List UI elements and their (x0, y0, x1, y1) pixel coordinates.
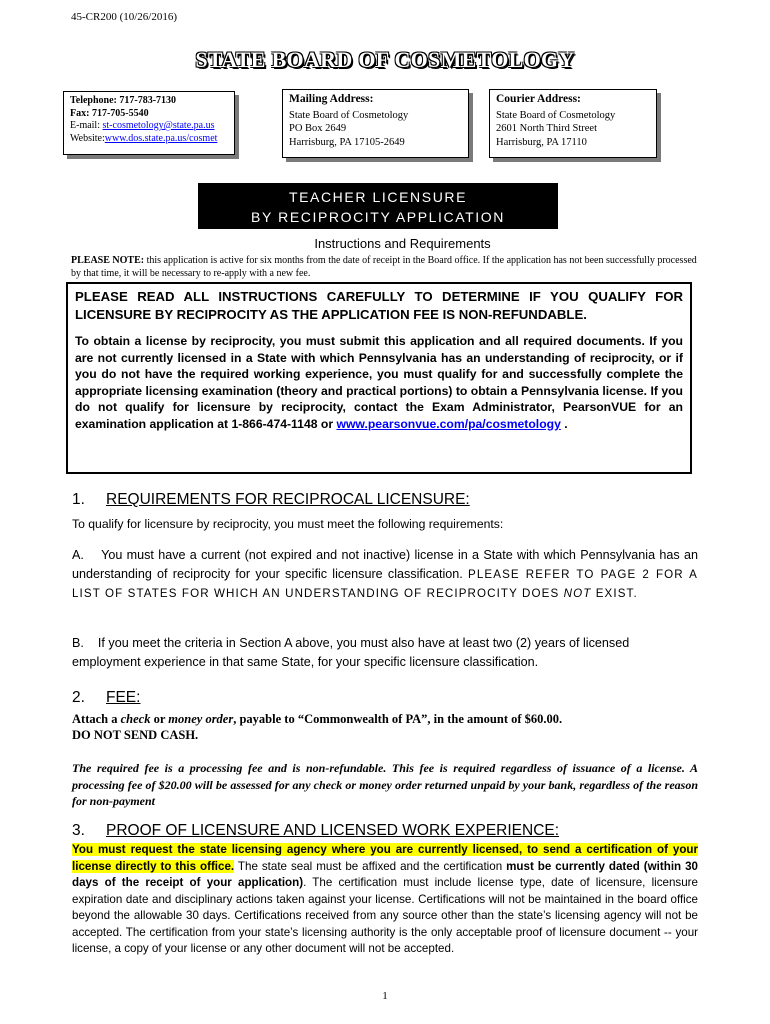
telephone-label: Telephone: (70, 95, 117, 106)
section-2-number: 2. (72, 689, 85, 706)
item-a-caps-not: NOT (563, 587, 592, 600)
form-number: 45-CR200 (10/26/2016) (71, 11, 178, 23)
note-text: this application is active for six months from the date of receipt in the Board office. If the application has not been successfully processed by that time, it will be necessary to re-apply with a new fee. (71, 255, 697, 279)
fax-label: Fax: (70, 107, 90, 119)
section-1-intro: To qualify for licensure by reciprocity, you must meet the following requirements: (72, 517, 504, 531)
item-a-caps-post: EXIST. (591, 587, 638, 600)
warning-paragraph-1: PLEASE READ ALL INSTRUCTIONS CAREFULLY TO DETERMINE IF YOU QUALIFY FOR LICENSURE BY RECIPROCITY AS THE APPLICATION FEE IS NON-REFUNDABLE. (75, 289, 683, 322)
fee-check: check (120, 712, 151, 726)
section-3-number: 3. (72, 822, 85, 839)
fax-line (70, 108, 228, 121)
contact-box (63, 91, 235, 155)
warning-paragraph-2 (75, 333, 683, 432)
item-a-caps-pre: PLEASE REFER TO PAGE 2 FOR A LIST OF STATES FOR WHICH AN UNDERSTANDING OF RECIPROCITY DOES (72, 567, 698, 600)
mailing-line-2: PO Box 2649 (289, 123, 347, 134)
section-3-heading (72, 822, 559, 840)
item-a-text: You must have a current (not expired and not inactive) license in a State with which Pennsylvania has an understanding of reciprocity for your specific licensure classification. (72, 548, 699, 581)
warning-end: . (560, 416, 568, 431)
section-1-item-a (72, 546, 698, 604)
mailing-address-box (282, 89, 469, 158)
telephone-value: 717-783-7130 (119, 95, 177, 106)
courier-line-3: Harrisburg, PA 17110 (496, 136, 587, 148)
website-link[interactable]: www.dos.state.pa.us/cosmet (104, 132, 218, 144)
section-1-heading (72, 491, 470, 509)
courier-line-2: 2601 North Third Street (496, 123, 598, 134)
courier-address-heading: Courier Address: (496, 93, 581, 105)
please-note (71, 254, 706, 280)
section-1-title: REQUIREMENTS FOR RECIPROCAL LICENSURE: (106, 491, 470, 508)
mailing-line-3: Harrisburg, PA 17105-2649 (289, 136, 405, 148)
item-b-label: B. (72, 636, 84, 650)
page-number: 1 (382, 990, 388, 1002)
no-cash-notice: DO NOT SEND CASH. (72, 728, 199, 742)
courier-line-1: State Board of Cosmetology (496, 109, 616, 121)
board-title: STATE BOARD OF COSMETOLOGY (195, 47, 575, 72)
application-title-banner (198, 183, 558, 229)
warning-box (66, 282, 692, 474)
website-label: Website: (70, 132, 105, 144)
item-a-label: A. (72, 548, 84, 562)
section-3-text-1: The state seal must be affixed and the certification (234, 859, 507, 873)
fee-attach-pre: Attach a (72, 712, 121, 726)
email-label: E-mail: (70, 120, 100, 131)
note-label: PLEASE NOTE: (71, 255, 145, 266)
fee-money-order: money order (168, 712, 234, 726)
mailing-line-1: State Board of Cosmetology (289, 109, 409, 121)
banner-line-1: TEACHER LICENSURE (288, 189, 468, 205)
instructions-subheading: Instructions and Requirements (314, 236, 491, 251)
fee-instruction (72, 712, 702, 727)
section-3-body (72, 842, 698, 958)
section-3-text-2: . The certification must include license type, date of licensure, licensure expiration date and disciplinary actions taken against your license. Certifications will not be maintained in the board office beyond the allowable 30 days. Certifications received from any source other than the state’s licensing agency will not be accepted. The certification from your state’s licensing authority is the only acceptable proof of licensure document -- your license, a copy of your license or any other document will not be accepted. (72, 876, 698, 955)
section-2-title: FEE: (106, 689, 141, 706)
fax-value: 717-705-5540 (91, 107, 149, 119)
section-3-highlight: You must request the state licensing agency where you are currently licensed, to send a certification of your license directly to this office. (72, 843, 698, 873)
section-3-bold: must be currently dated (within 30 days of the receipt of your application) (72, 859, 698, 889)
courier-address-box (489, 89, 657, 158)
banner-line-2: BY RECIPROCITY APPLICATION (251, 209, 505, 225)
section-1-item-b (72, 634, 698, 671)
processing-fee-notice: The required fee is a processing fee and is non-refundable. This fee is required regardless of issuance of a license. A processing fee of $20.00 will be assessed for any check or money order returned unpaid by your bank, regardless of the reason for non-payment (72, 761, 698, 808)
pearsonvue-link[interactable]: www.pearsonvue.com/pa/cosmetology (336, 416, 561, 431)
item-b-text: If you meet the criteria in Section A above, you must also have at least two (2) years of licensed employment experience in that same State, for your specific licensure classification. (72, 636, 630, 669)
email-line (70, 120, 228, 133)
email-link[interactable]: st-cosmetology@state.pa.us (102, 120, 215, 131)
website-line (70, 133, 228, 146)
section-2-heading (72, 689, 140, 707)
fee-attach-post: , payable to “Commonwealth of PA”, in the amount of $60.00. (233, 712, 563, 726)
fee-or: or (150, 712, 169, 726)
section-3-title: PROOF OF LICENSURE AND LICENSED WORK EXPERIENCE: (106, 822, 560, 839)
warning-text: To obtain a license by reciprocity, you must submit this application and all required documents. If you are not currently licensed in a State with which Pennsylvania has an understanding of reciprocity, or if you do not have the required working experience, you must qualify for and successfully complete the appropriate licensing examination (theory and practical portions) to obtain a Pennsylvania license. If you do not qualify for licensure by reciprocity, contact the Exam Administrator, PearsonVUE for an examination application at 1-866-474-1148 or (75, 334, 683, 431)
mailing-address-heading: Mailing Address: (289, 93, 374, 105)
section-1-number: 1. (72, 491, 85, 508)
telephone-line (70, 95, 228, 108)
